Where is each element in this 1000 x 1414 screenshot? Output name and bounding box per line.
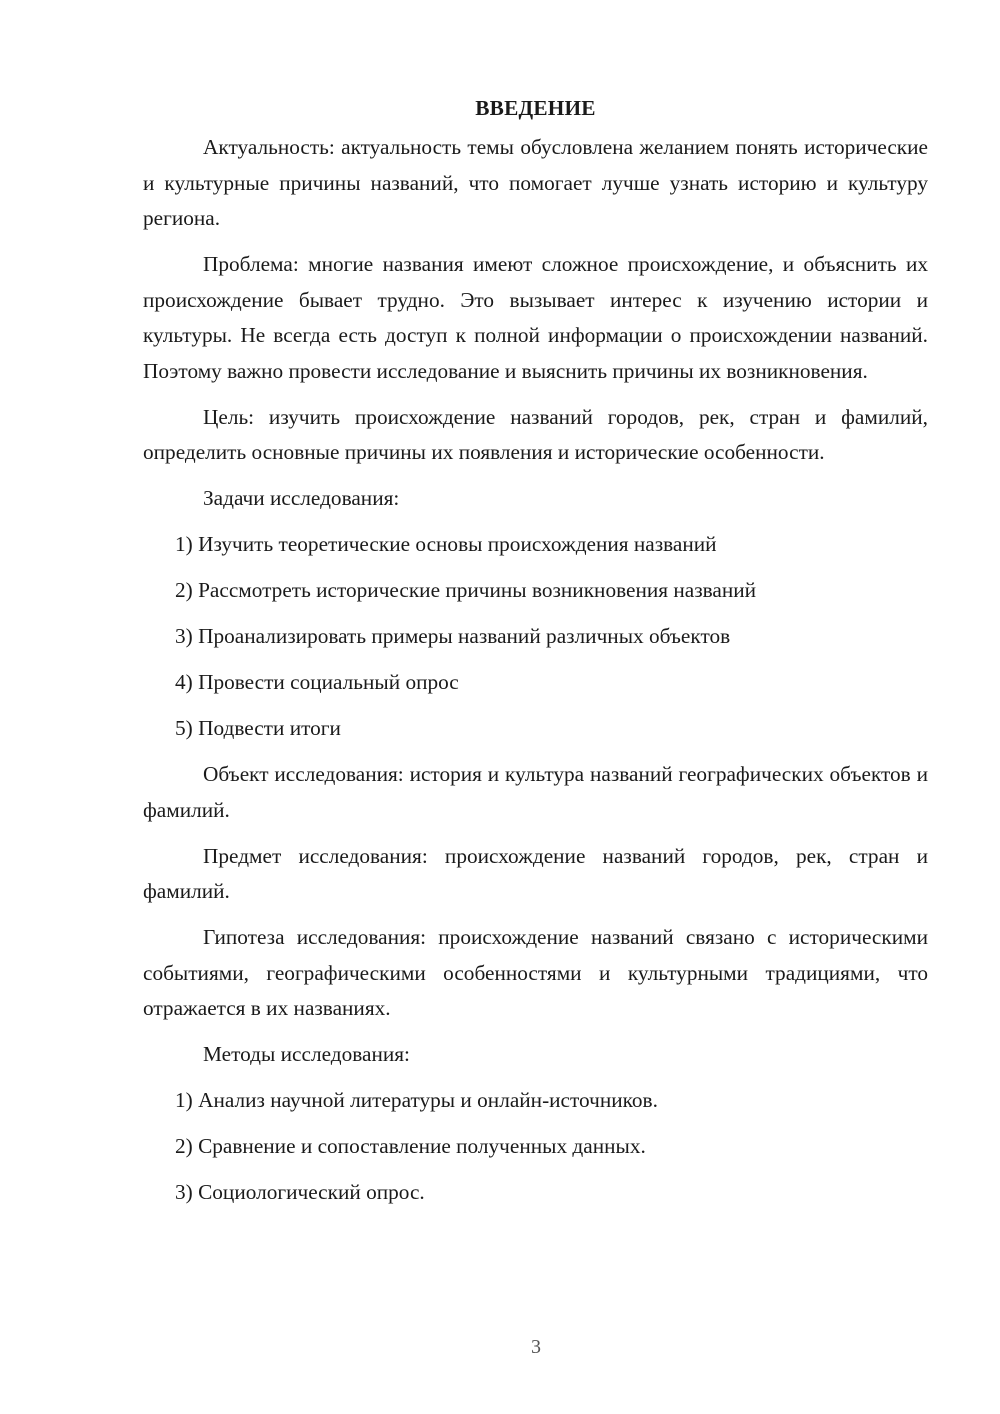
document-page bbox=[143, 88, 928, 1221]
task-item: 2) Рассмотреть исторические причины возникновения названий bbox=[175, 578, 757, 602]
relevance-paragraph: Актуальность: актуальность темы обусловлена желанием понять исторические и культурные причины названий, что помогает лучше узнать историю и культуру региона. bbox=[143, 135, 928, 230]
task-item: 3) Проанализировать примеры названий различных объектов bbox=[175, 624, 731, 648]
subject-paragraph: Предмет исследования: происхождение названий городов, рек, стран и фамилий. bbox=[143, 843, 928, 903]
methods-heading: Методы исследования: bbox=[203, 1042, 410, 1066]
tasks-heading: Задачи исследования: bbox=[203, 486, 400, 510]
goal-paragraph: Цель: изучить происхождение названий городов, рек, стран и фамилий, определить основные причины их появления и исторические особенности. bbox=[143, 404, 928, 464]
tasks-list bbox=[143, 527, 928, 747]
method-item: 3) Социологический опрос. bbox=[175, 1180, 425, 1204]
problem-paragraph: Проблема: многие названия имеют сложное происхождение, и объяснить их происхождение бывает трудно. Это вызывает интерес к изучению истории и культуры. Не всегда есть доступ к полной информации о происхождении названий. Поэтому важно провести исследование и выяснить причины их возникновения. bbox=[143, 252, 928, 383]
task-item: 5) Подвести итоги bbox=[175, 716, 341, 740]
method-item: 2) Сравнение и сопоставление полученных данных. bbox=[175, 1134, 646, 1158]
section-title: ВВЕДЕНИЕ bbox=[475, 96, 596, 120]
method-item: 1) Анализ научной литературы и онлайн-источников. bbox=[175, 1088, 658, 1112]
task-item: 4) Провести социальный опрос bbox=[175, 670, 459, 694]
methods-list bbox=[143, 1083, 928, 1211]
object-paragraph: Объект исследования: история и культура названий географических объектов и фамилий. bbox=[143, 762, 928, 822]
hypothesis-paragraph: Гипотеза исследования: происхождение названий связано с историческими событиями, географическими особенностями и культурными традициями, что отражается в их названиях. bbox=[143, 925, 928, 1020]
task-item: 1) Изучить теоретические основы происхождения названий bbox=[175, 532, 717, 556]
page-number: 3 bbox=[531, 1336, 541, 1358]
